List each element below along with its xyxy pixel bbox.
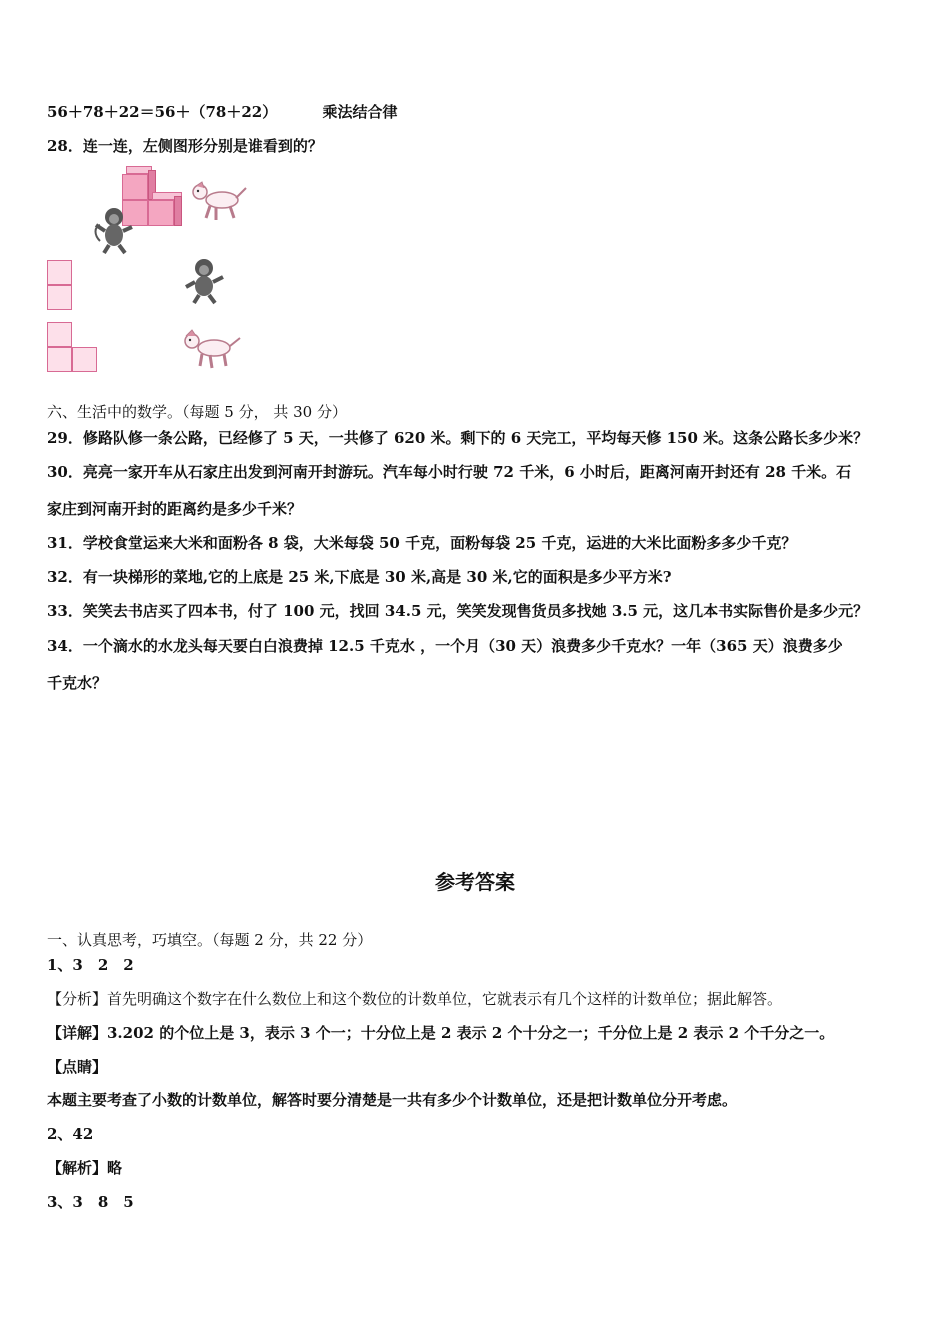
answer-1: 1、3 2 2: [47, 956, 134, 974]
question-32: 32．有一块梯形的菜地,它的上底是 25 米,下底是 30 米,高是 30 米,它的面积是多少平方米?: [47, 568, 672, 586]
answer-2: 2、42: [47, 1125, 94, 1143]
answer-3: 3、3 8 5: [47, 1193, 134, 1211]
dog-icon: [180, 328, 242, 370]
law-label: 乘法结合律: [322, 103, 398, 121]
monkey-icon: [182, 257, 227, 305]
question-34-line1: 34．一个滴水的水龙头每天要白白浪费掉 12.5 千克水 ，一个月（30 天）浪费多少千克水？一年（365 天）浪费多少: [47, 637, 843, 655]
question-31: 31．学校食堂运来大米和面粉各 8 袋，大米每袋 50 千克，面粉每袋 25 千克，运进的大米比面粉多多少千克？: [47, 534, 797, 552]
answer-2-analysis: 【解析】略: [47, 1159, 123, 1177]
answers-section-1: 一、认真思考，巧填空。（每题 2 分，共 22 分）: [47, 931, 373, 949]
expression: 56＋78＋22＝56＋（78＋22）: [47, 103, 278, 121]
question-28: 28．连一连，左侧图形分别是谁看到的？: [47, 137, 323, 155]
dog-icon: [188, 180, 248, 222]
expression-line: [47, 102, 398, 122]
question-29: 29．修路队修一条公路，已经修了 5 天，一共修了 620 米。剩下的 6 天完工，平均每天修 150 米。这条公路长多少米？: [47, 429, 869, 447]
answer-1-point: 【点睛】: [47, 1058, 108, 1076]
monkey-icon: [92, 205, 137, 255]
question-30-line1: 30．亮亮一家开车从石家庄出发到河南开封游玩。汽车每小时行驶 72 千米，6 小时后，距离河南开封还有 28 千米。石: [47, 463, 852, 481]
question-33: 33．笑笑去书店买了四本书，付了 100 元，找回 34.5 元，笑笑发现售货员多找她 3.5 元，这几本书实际售价是多少元？: [47, 602, 869, 620]
question-30-line2: 家庄到河南开封的距离约是多少千米？: [47, 500, 303, 518]
answers-title: 参考答案: [435, 870, 515, 894]
section-6-heading: 六、生活中的数学。（每题 5 分， 共 30 分）: [47, 403, 347, 421]
answer-1-analysis: 【分析】首先明确这个数字在什么数位上和这个数位的计数单位，它就表示有几个这样的计数单位；据此解答。: [47, 990, 783, 1008]
question-34-line2: 千克水？: [47, 674, 108, 692]
answer-1-summary: 本题主要考查了小数的计数单位，解答时要分清楚是一共有多少个计数单位，还是把计数单位分开考虑。: [47, 1091, 738, 1109]
answer-1-detail: 【详解】3.202 的个位上是 3，表示 3 个一；十分位上是 2 表示 2 个十分之一；千分位上是 2 表示 2 个千分之一。: [47, 1024, 835, 1042]
